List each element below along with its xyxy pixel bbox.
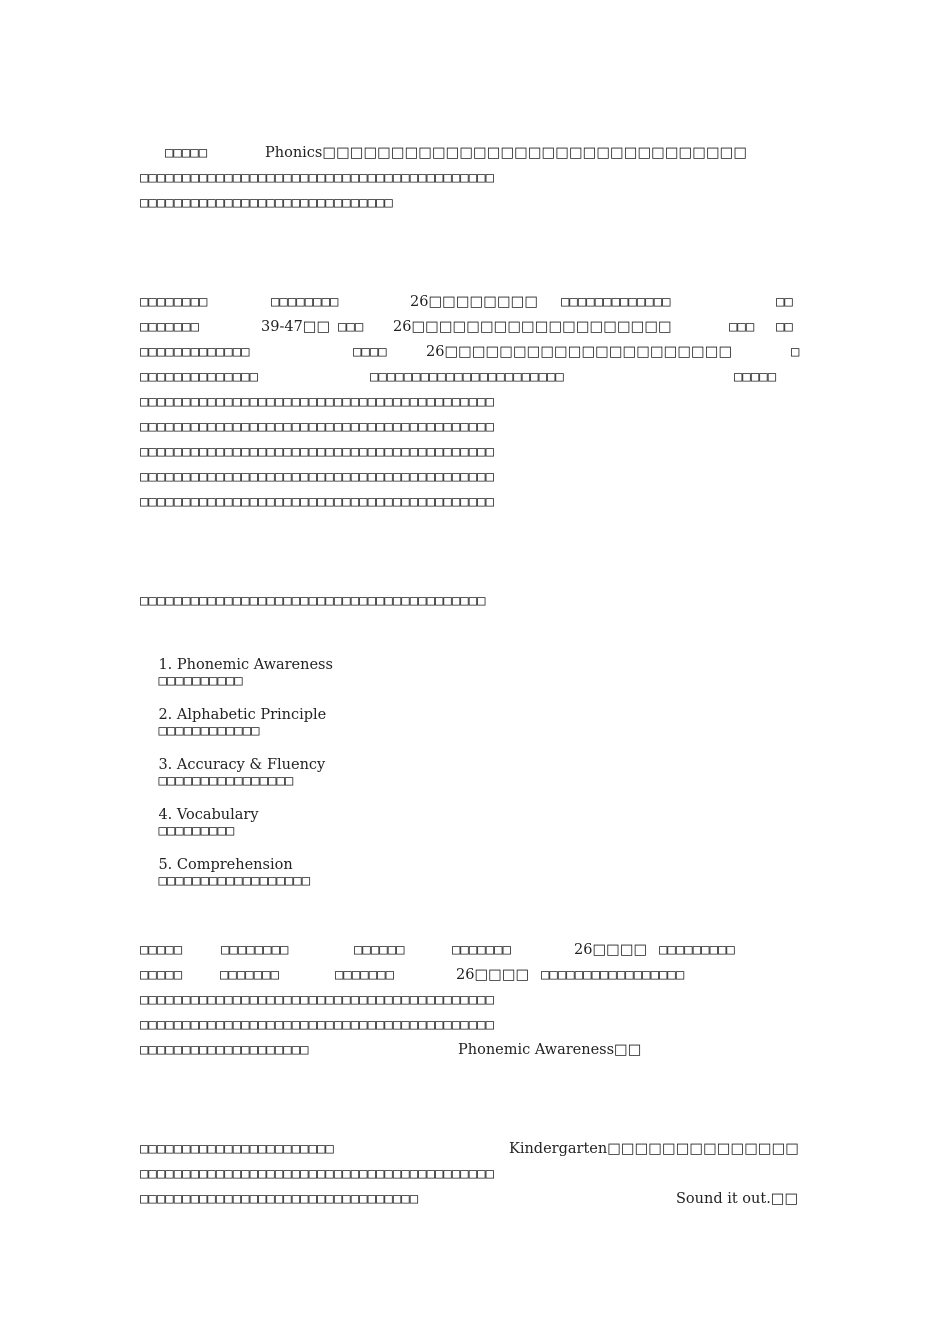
para2-l1-s1: □□□□□□□□ <box>271 294 339 310</box>
para3-l2-s0: □□□□□ <box>140 967 183 983</box>
para1-line1 <box>140 143 748 163</box>
para4-line2: □□□□□□□□□□□□□□□□□□□□□□□□□□□□□□□□□□□□□□□□□□ <box>140 1166 495 1182</box>
para2-l3-s0: □□□□□□□□□□□□□ <box>140 344 250 360</box>
para3-l2-s2: □□□□□□□ <box>335 967 395 983</box>
para2-l3-s1: □□□□ <box>353 344 387 360</box>
para4-line1 <box>140 1139 800 1159</box>
para2-line6: □□□□□□□□□□□□□□□□□□□□□□□□□□□□□□□□□□□□□□□□□□ <box>140 419 495 435</box>
para3-l1-s4: 26□□□□ <box>574 942 648 958</box>
para2-line1 <box>140 292 793 312</box>
para2-l4-s0: □□□□□□□□□□□□□□ <box>140 369 259 385</box>
list-item-5-tail: □□□□□□□□□□□□□□□□□□ <box>158 873 311 889</box>
para2-l4-s2: □□□□□ <box>734 369 777 385</box>
para2-l3-s3: □ <box>791 344 800 360</box>
para1-line2: □□□□□□□□□□□□□□□□□□□□□□□□□□□□□□□□□□□□□□□□□□ <box>140 170 495 186</box>
para4-l1-s0: □□□□□□□□□□□□□□□□□□□□□□□ <box>140 1141 334 1157</box>
para3-line5 <box>140 1040 642 1060</box>
para3-l1-s0: □□□□□ <box>140 942 183 958</box>
list-item-1-label: 1. Phonemic Awareness <box>158 657 333 673</box>
para2-l2-s3: 26□□□□□□□□□□□□□□□□□□□ <box>393 319 672 335</box>
para3-l2-s1: □□□□□□□ <box>220 967 280 983</box>
para2-line2 <box>140 317 793 337</box>
para4-l1-s1: Kindergarten□□□□□□□□□□□□□□ <box>509 1141 800 1157</box>
list-item-5 <box>140 841 310 905</box>
list-item-4-tail: □□□□□□□□□ <box>158 823 235 839</box>
para2-line7: □□□□□□□□□□□□□□□□□□□□□□□□□□□□□□□□□□□□□□□□□□ <box>140 444 495 460</box>
list-item-4-label: 4. Vocabulary <box>158 807 259 823</box>
para2-line4 <box>140 367 777 387</box>
list-intro: □□□□□□□□□□□□□□□□□□□□□□□□□□□□□□□□□□□□□□□□□ <box>140 593 486 609</box>
para3-line3: □□□□□□□□□□□□□□□□□□□□□□□□□□□□□□□□□□□□□□□□□□ <box>140 992 495 1008</box>
para2-l3-s2: 26□□□□□□□□□□□□□□□□□□□□□ <box>426 344 733 360</box>
para3-line1 <box>140 940 735 960</box>
para2-line5: □□□□□□□□□□□□□□□□□□□□□□□□□□□□□□□□□□□□□□□□□□ <box>140 394 495 410</box>
para3-l1-s3: □□□□□□□ <box>452 942 512 958</box>
para4-line3 <box>140 1189 799 1209</box>
para3-l1-s2: □□□□□□ <box>354 942 405 958</box>
list-item-3-label: 3. Accuracy & Fluency <box>158 757 326 773</box>
para1-line1-b: Phonics□□□□□□□□□□□□□□□□□□□□□□□□□□□□□□□ <box>265 145 748 161</box>
para2-l1-s2: 26□□□□□□□□ <box>410 294 539 310</box>
para3-l1-s5: □□□□□□□□□ <box>659 942 735 958</box>
para3-line4: □□□□□□□□□□□□□□□□□□□□□□□□□□□□□□□□□□□□□□□□□□ <box>140 1017 495 1033</box>
para4-l3-s0: □□□□□□□□□□□□□□□□□□□□□□□□□□□□□□□□□ <box>140 1191 419 1207</box>
para2-l1-s4: □□ <box>776 294 793 310</box>
para3-line2 <box>140 965 685 985</box>
para4-l3-s1: Sound it out.□□ <box>676 1191 799 1207</box>
para1-line1-a: □□□□□ <box>165 145 208 161</box>
para2-l1-s0: □□□□□□□□ <box>140 294 208 310</box>
list-item-3-tail: □□□□□□□□□□□□□□□□ <box>158 773 294 789</box>
para3-l1-s1: □□□□□□□□ <box>221 942 289 958</box>
para2-l2-s4: □□□ <box>729 319 755 335</box>
para2-l2-s2: □□□ <box>338 319 364 335</box>
list-item-5-label: 5. Comprehension <box>158 857 293 873</box>
para3-l2-s4: □□□□□□□□□□□□□□□□□ <box>541 967 685 983</box>
para2-l2-s1: 39-47□□ <box>261 319 331 335</box>
list-item-2-tail: □□□□□□□□□□□□ <box>158 723 260 739</box>
para2-line9: □□□□□□□□□□□□□□□□□□□□□□□□□□□□□□□□□□□□□□□□□□ <box>140 494 495 510</box>
list-item-2-label: 2. Alphabetic Principle <box>158 707 327 723</box>
para2-l2-s5: □□ <box>776 319 793 335</box>
para3-l2-s3: 26□□□□ <box>456 967 530 983</box>
para2-l1-s3: □□□□□□□□□□□□□ <box>561 294 671 310</box>
para3-l5-s1: Phonemic Awareness□□ <box>458 1042 642 1058</box>
list-item-1-tail: □□□□□□□□□□ <box>158 673 243 689</box>
para2-l2-s0: □□□□□□□ <box>140 319 200 335</box>
para2-l4-s1: □□□□□□□□□□□□□□□□□□□□□□□ <box>370 369 564 385</box>
para3-l5-s0: □□□□□□□□□□□□□□□□□□□□ <box>140 1042 309 1058</box>
para2-line3 <box>140 342 800 362</box>
para1-line3: □□□□□□□□□□□□□□□□□□□□□□□□□□□□□□ <box>140 195 393 211</box>
para2-line8: □□□□□□□□□□□□□□□□□□□□□□□□□□□□□□□□□□□□□□□□□□ <box>140 469 495 485</box>
